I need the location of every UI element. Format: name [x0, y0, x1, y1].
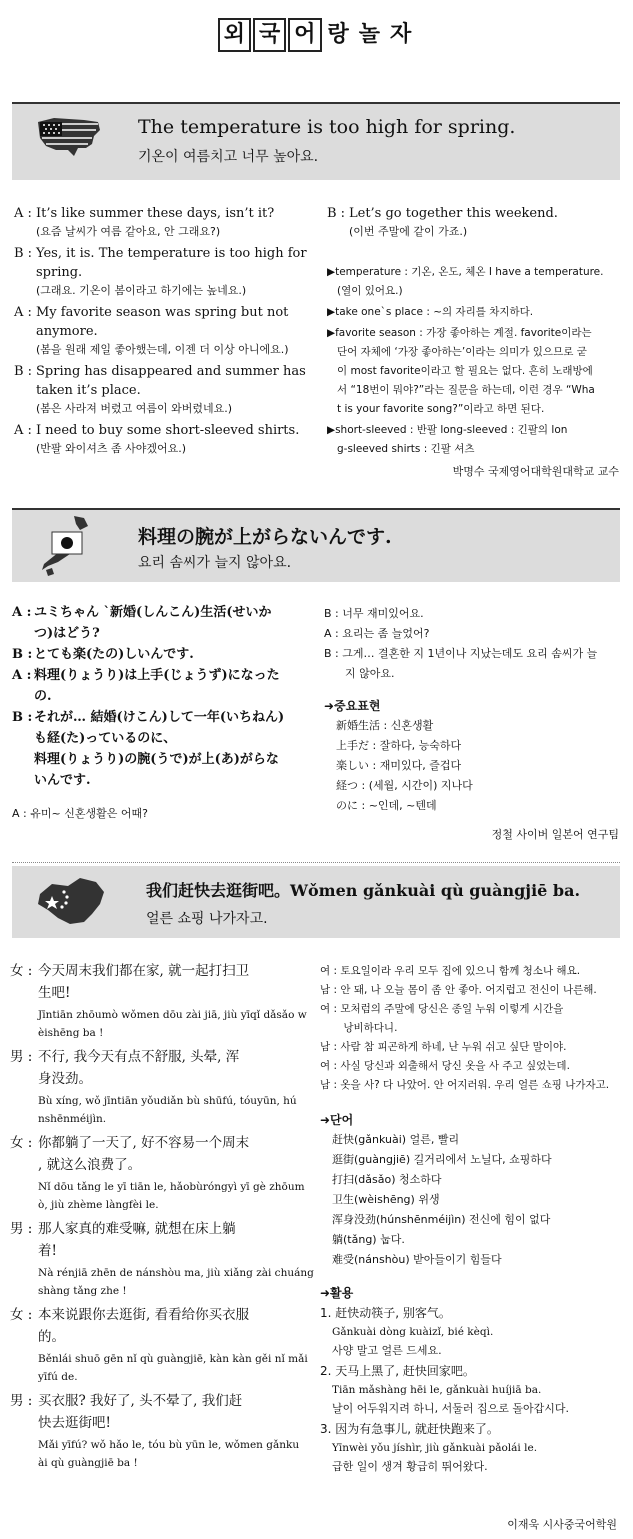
- japan-map-icon: [34, 512, 100, 578]
- japanese-subline: 요리 솜씨가 늘지 않아요.: [138, 555, 292, 571]
- dialog-turn: B : Spring has disappeared and summer has taken it’s place. (봄은 사라져 버렸고 여름이 와버렸네요.): [14, 364, 306, 415]
- english-subline: 기온이 여름치고 너무 높아요.: [138, 149, 319, 165]
- chinese-subline: 얼른 쇼핑 나가자고.: [146, 911, 268, 927]
- title-char: 외: [218, 18, 251, 52]
- japanese-credit: 정철 사이버 일본어 연구팀: [491, 828, 619, 841]
- english-right: B : Let’s go together this weekend. (이번 주말에 같이 가죠.) ▶temperature : 기온, 온도, 체온 I have a temperature. (열이 있어요.) ▶take one`s place : ~의 자리를 차지하다. ▶favorite season : 가장 좋아하는 계절. favorite이라는 단어 자체에 ‘가장 좋아하는’이라는 의미가 있으므로 굳 이 most favorite이라고 할 필요는 없다. 흔히 노래방에 서 “18번이 뭐야?”라는 질문을 하는데, 이런 경우 “Wha t is your favorite song?”이라고 하면 된다. ▶short-sleeved : 반팔 long-sleeved : 긴팔의 lon g-sleeved shirts : 긴팔 셔츠: [327, 204, 623, 459]
- title-char: 자: [390, 22, 412, 47]
- dialog-turn: 女 : 你都躺了一天了, 好不容易一个周末 , 就这么浪费了。 Nǐ dōu tǎng le yī tiān le, hǎobùróngyì yī gè zhōum ò, jiù zhème làngfèi le.: [10, 1135, 305, 1211]
- chinese-headline: 我们赶快去逛街吧。Wǒmen gǎnkuài qù guàngjiē ba.: [146, 881, 581, 900]
- english-notes: ▶temperature : 기온, 온도, 체온 I have a temperature. (열이 있어요.) ▶take one`s place : ~의 자리를 차지하다. ▶favorite season : 가장 좋아하는 계절. favorite이라는 단어 자체에 ‘가장 좋아하는’이라는 의미가 있으므로 굳 이 most favorite이라고 할 필요는 없다. 흔히 노래방에 서 “18번이 뭐야?”라는 질문을 하는데, 이런 경우 “Wha t is your favorite song?”이라고 하면 된다. ▶short-sleeved : 반팔 long-sleeved : 긴팔의 lon g-sleeved shirts : 긴팔 셔츠: [327, 266, 604, 455]
- chinese-right: 여 : 토요일이라 우리 모두 집에 있으니 함께 청소나 해요. 남 : 안 돼, 나 오늘 몸이 좀 안 좋아. 어지럽고 전신이 나른해. 여 : 모처럼의 주말에 당신은 종일 누워 이렇게 시간을 낭비하다니. 남 : 사람 참 피곤하게 하네, 난 누워 쉬고 싶단 말이야. 여 : 사실 당신과 외출해서 당신 옷을 사 주고 싶었는데. 남 : 옷을 사? 다 나았어. 안 어지러워. 우리 얼른 쇼핑 나가자고. ➜단어 赶快(gǎnkuài) 얼른, 빨리 逛街(guàngjiē) 길거리에서 노닐다, 쇼핑하다 打扫(dǎsǎo) 청소하다 卫生(wèishēng) 위생 浑身没劲(húnshēnméijìn) 전신에 힘이 없다 躺(tǎng) 눕다. 难受(nánshòu) 받아들이기 힘들다 ➜활용 1. 赶快动筷子, 别客气。 Gǎnkuài dòng kuàizǐ, bié kèqì. 사양 말고 얼른 드세요. 2. 天马上黑了, 赶快回家吧。 Tiān mǎshàng hēi le, gǎnkuài huíjiā ba. 날이 어두워지려 하니, 서둘러 집으로 돌아갑시다. 3. 因为有急事儿, 就赶快跑来了。 Yīnwèi yǒu jíshìr, jiù gǎnkuài pǎolái le. 급한 일이 생겨 황급히 뛰어왔다.: [320, 962, 624, 1477]
- english-credit: 박명수 국제영어대학원대학교 교수: [452, 465, 619, 478]
- chinese-usage: 1. 赶快动筷子, 别客气。 Gǎnkuài dòng kuàizǐ, bié kèqì. 사양 말고 얼른 드세요. 2. 天马上黑了, 赶快回家吧。 Tiān mǎshàng hēi le, gǎnkuài huíjiā ba. 날이 어두워지려 하니, 서둘러 집으로 돌아갑시다. 3. 因为有急事儿, 就赶快跑来了。 Yīnwèi yǒu jíshìr, jiù gǎnkuài pǎolái le. 급한 일이 생겨 황급히 뛰어왔다.: [320, 1306, 569, 1473]
- japanese-vocab-title: ➜중요표현: [324, 699, 381, 713]
- chinese-credit: 이재욱 시사중국어학원: [507, 1518, 617, 1531]
- english-dialog: [14, 204, 314, 458]
- dialog-turn: A : My favorite season was spring but not anymore. (봄을 원래 제일 좋아했는데, 이젠 더 이상 아니에요.): [14, 305, 289, 356]
- chinese-usage-title: ➜활용: [320, 1286, 354, 1300]
- dialog-turn: 男 : 买衣服? 我好了, 头不晕了, 我们赶 快去逛街吧! Mǎi yīfú? wǒ hǎo le, tóu bù yūn le, wǒmen gǎnku ài qù guàngjiē ba !: [10, 1393, 300, 1469]
- chinese-dialog: [10, 960, 314, 1472]
- japanese-vocab: 新婚生活 : 신혼생활 上手だ : 잘하다, 능숙하다 楽しい : 재미있다, 즐겁다 経つ : (세월, 시간이) 지나다 のに : ~인데, ~텐데: [336, 719, 473, 812]
- title-char: 어: [288, 18, 321, 52]
- dialog-turn: B : Yes, it is. The temperature is too high for spring. (그래요. 기온이 봄이라고 하기에는 높네요.): [14, 246, 307, 297]
- chinese-vocab: 赶快(gǎnkuài) 얼른, 빨리 逛街(guàngjiē) 길거리에서 노닐다, 쇼핑하다 打扫(dǎsǎo) 청소하다 卫生(wèishēng) 위생 浑身没劲(húnshēnméijìn) 전신에 힘이 없다 躺(tǎng) 눕다. 难受(nánshòu) 받아들이기 힘들다: [332, 1133, 552, 1266]
- dialog-turn: A : I need to buy some short-sleeved shirts. (반팔 와이셔츠 좀 사야겠어요.): [14, 423, 300, 455]
- japanese-headline: 料理の腕が上がらないんです.: [138, 526, 392, 548]
- japanese-banner: [12, 508, 620, 582]
- japanese-dialog: A : ユミちゃん `新婚(しんこん)生活(せいか つ)はどう? B : とても楽(たの)しいんです. A : 料理(りょうり)は上手(じょうず)になった の. B : それが… 結婚(けこん)して一年(いちねん) も経(た)っているのに、 料理(りょうり)の腕(うで)が上(あ)がらな いんです. A : 유미~ 신혼생활은 어때?: [12, 605, 285, 820]
- dialog-turn: 女 : 本来说跟你去逛街, 看看给你买衣服 的。 Běnlái shuō gēn nǐ qù guàngjiē, kàn kàn gěi nǐ mǎi yīfú de.: [10, 1307, 308, 1383]
- dialog-turn: 女 : 今天周末我们都在家, 就一起打扫卫 生吧! Jīntiān zhōumò wǒmen dōu zài jiā, jiù yīqǐ dǎsǎo w èishēng ba !: [10, 963, 307, 1039]
- english-banner: [12, 102, 620, 180]
- page-title: [0, 18, 633, 68]
- title-char: 국: [253, 18, 286, 52]
- dialog-turn: 男 : 那人家真的难受嘛, 就想在床上躺 着! Nà rénjiā zhēn de nánshòu ma, jiù xiǎng zài chuáng shàng tǎng zhe !: [10, 1221, 314, 1297]
- dialog-turn: A : It’s like summer these days, isn’t it? (요즘 날씨가 여름 같아요, 안 그래요?): [14, 206, 275, 238]
- title-char: 랑: [327, 22, 349, 47]
- chinese-banner: [12, 866, 620, 938]
- english-headline: The temperature is too high for spring.: [138, 116, 516, 138]
- divider: [12, 862, 620, 863]
- usa-map-icon: [34, 114, 104, 160]
- chinese-vocab-title: ➜단어: [320, 1113, 354, 1127]
- dialog-turn: 男 : 不行, 我今天有点不舒服, 头晕, 浑 身没劲。 Bù xíng, wǒ jīntiān yǒudiǎn bù shūfú, tóuyūn, hú nshēnméijìn.: [10, 1049, 297, 1125]
- japanese-right: B : 너무 재미있어요. A : 요리는 좀 늘었어? B : 그게… 결혼한 지 1년이나 지났는데도 요리 솜씨가 늘 지 않아요. ➜중요표현 新婚生活 : 신혼생활 上手だ : 잘하다, 능숙하다 楽しい : 재미있다, 즐겁다 経つ : (세월, 시간이) 지나다 のに : ~인데, ~텐데: [324, 604, 622, 816]
- china-map-icon: [34, 874, 112, 930]
- title-char: 놀: [358, 22, 381, 47]
